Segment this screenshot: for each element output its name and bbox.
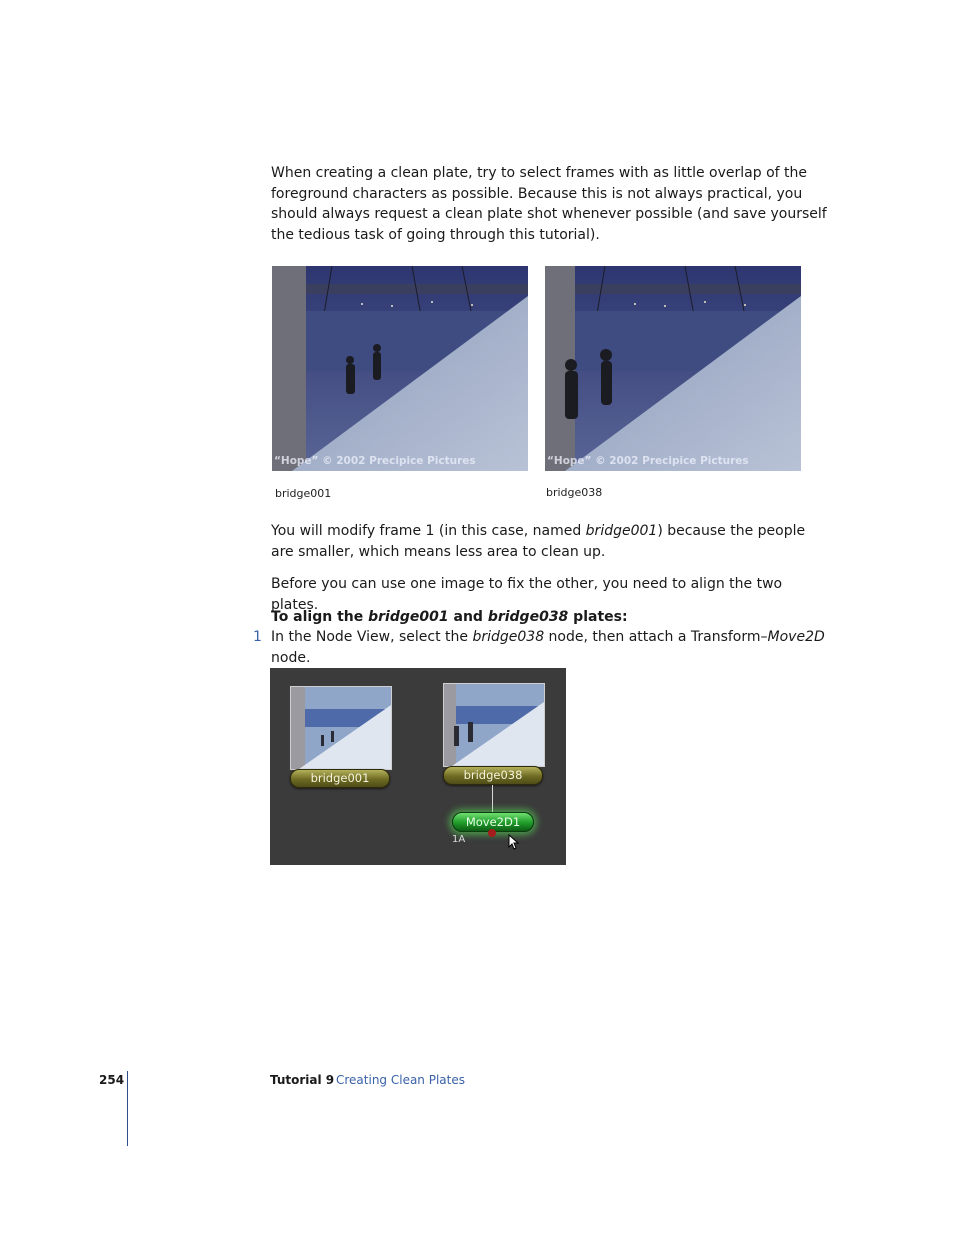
step-after: node. (271, 649, 311, 666)
modify-paragraph (271, 521, 831, 562)
step-before: In the Node View, select the (271, 629, 473, 645)
photo-caption-bridge001: bridge001 (275, 487, 332, 500)
step-target: Move2D (767, 629, 825, 645)
step-middle: node, then attach a Transform– (544, 629, 768, 645)
connection-dot-icon (488, 829, 496, 837)
intro-paragraph: When creating a clean plate, try to select frames with as little overlap of the foreground characters as possible. Because this is not always practical, you should always request a clean plate shot whenever possible (and save yourself the tedious task of going through this tutorial). (271, 165, 827, 243)
task-node-a: bridge001 (368, 609, 449, 625)
footer-section-title: Creating Clean Plates (336, 1073, 465, 1087)
node-connection-line (492, 785, 493, 813)
page-number: 254 (99, 1073, 125, 1087)
photo-bridge038-image (545, 266, 801, 471)
node-move2d1-sublabel: 1A (452, 834, 466, 845)
modify-node-name: bridge001 (585, 523, 658, 539)
thumbnail-bridge001 (290, 686, 392, 770)
step-node: bridge038 (472, 629, 545, 645)
photo-bridge038 (545, 266, 801, 471)
photo-caption-bridge038: bridge038 (546, 486, 603, 499)
task-node-b: bridge038 (487, 609, 569, 625)
node-view-panel (270, 668, 566, 865)
thumbnail-bridge038-image (444, 684, 544, 766)
photo-bridge001-image (272, 266, 528, 471)
thumbnail-bridge038 (443, 683, 545, 767)
task-prefix: To align the (271, 609, 369, 625)
photo-credit: “Hope” © 2002 Precipice Pictures (274, 455, 476, 467)
thumbnail-bridge001-image (291, 687, 391, 769)
mouse-pointer-icon (508, 834, 520, 850)
task-suffix: plates: (568, 609, 628, 625)
footer-divider (127, 1071, 128, 1146)
step-text (271, 627, 831, 668)
node-bridge038[interactable]: bridge038 (443, 766, 543, 785)
modify-text-after: ) because the people are smaller, which means less area to clean up. (271, 523, 806, 560)
step-number: 1 (253, 629, 262, 645)
footer-tutorial: Tutorial 9 (270, 1073, 335, 1087)
modify-text-before: You will modify frame 1 (in this case, named (271, 523, 586, 539)
photo-credit: “Hope” © 2002 Precipice Pictures (547, 455, 749, 467)
node-move2d1[interactable]: Move2D1 (452, 812, 534, 832)
photo-bridge001 (272, 266, 528, 471)
task-heading (271, 607, 831, 628)
align-paragraph: Before you can use one image to fix the other, you need to align the two plates. (271, 576, 783, 613)
task-mid: and (448, 609, 488, 625)
node-bridge001[interactable]: bridge001 (290, 769, 390, 788)
